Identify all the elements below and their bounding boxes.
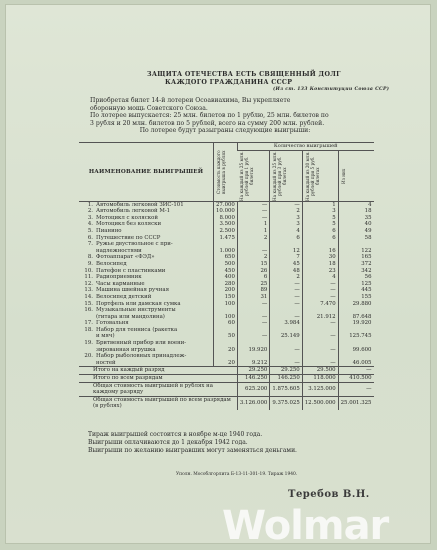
qty-total: 125 (338, 281, 373, 288)
prize-cost: 150 (214, 294, 238, 301)
prize-name: Автомобиль легковой ЗИС-101 (96, 201, 184, 208)
prize-number: 19. (84, 340, 93, 347)
intro-line-3: По лотерее выпускается: 25 млн. билетов по 1 рублю, 25 млн. билетов по (90, 112, 329, 120)
prize-name: и мяч) (96, 333, 115, 340)
prize-name: Набор рыболовных принадлеж- (96, 353, 187, 360)
prize-name: Путешествие по СССР (96, 234, 161, 241)
qty-cat2: — (270, 294, 302, 301)
qty-total: 35 (338, 215, 373, 222)
qty-total: 56 (338, 274, 373, 281)
qty-cat3: — (302, 347, 338, 354)
prize-cost (214, 307, 238, 314)
qty-cat2: 2 (270, 274, 302, 281)
prize-name: Часы карманные (96, 280, 145, 287)
qty-total: 46.005 (338, 360, 373, 367)
total-row (79, 367, 374, 375)
prize-cost: 60 (214, 320, 238, 327)
prize-cost (214, 353, 238, 360)
qty-cat2 (270, 340, 302, 347)
prize-number: 3. (87, 214, 93, 221)
qty-cat1: 2 (237, 254, 269, 261)
total-all: — (338, 367, 373, 375)
qty-cat1: — (237, 201, 269, 208)
heading-line-1: ЗАЩИТА ОТЕЧЕСТВА ЕСТЬ СВЯЩЕННЫЙ ДОЛГ (147, 71, 341, 78)
qty-cat2: 3 (270, 215, 302, 222)
prize-cost: 200 (214, 287, 238, 294)
prize-name-cell (79, 254, 214, 261)
qty-cat2 (270, 353, 302, 360)
cat3-header: На каждый из 20 млн. рублей при 5 руб. билетах (302, 150, 338, 201)
qty-cat2: 12 (270, 248, 302, 255)
table-row (79, 360, 374, 367)
prize-number: 16. (84, 307, 93, 314)
qty-total: 58 (338, 235, 373, 242)
prize-number: 14. (84, 293, 93, 300)
qty-total (338, 353, 373, 360)
prize-name: Музыкальные инструменты (96, 307, 176, 314)
qty-total: 122 (338, 248, 373, 255)
prize-name: Готовальня (96, 320, 129, 327)
prize-name: Мотоцикл с коляской (96, 214, 158, 221)
qty-cat2: — (270, 314, 302, 321)
total-cat1: 29.250 (237, 367, 269, 375)
prize-name-cell (79, 314, 214, 321)
prize-name: Автомобиль легковой М-1 (96, 208, 171, 215)
intro-line-2: оборонную мощь Советского Союза. (90, 104, 208, 112)
total-cat2: 146.250 (270, 375, 302, 383)
total-label: Общая стоимость выигрышей в рублях на каждому разряду (79, 382, 237, 396)
qty-cat2: 2 (270, 208, 302, 215)
qty-cat2: 7 (270, 254, 302, 261)
prize-number: 6. (87, 234, 93, 241)
total-all: — (338, 382, 373, 396)
table-row (79, 228, 374, 235)
prize-number: 13. (84, 287, 93, 294)
name-column-header: НАИМЕНОВАНИЕ ВЫИГРЫШЕЙ (79, 143, 214, 202)
table-row (79, 353, 374, 360)
prize-name: Велосипед (96, 260, 127, 267)
intro-paragraph (90, 97, 390, 135)
table-row (79, 294, 374, 301)
prize-number: 9. (87, 260, 93, 267)
qty-cat1: 6 (237, 274, 269, 281)
prize-name: Патефон с пластинками (96, 267, 166, 274)
prize-cost: 450 (214, 268, 238, 275)
prize-cost: 1.475 (214, 235, 238, 242)
prize-name: Ружье двуствольное с при- (96, 241, 173, 248)
prize-name-cell (79, 281, 214, 288)
prize-cost: 10.000 (214, 208, 238, 215)
table-row (79, 261, 374, 268)
total-cat2: 1.875.605 (270, 382, 302, 396)
prize-name-cell (79, 221, 214, 228)
prize-cost: 50 (214, 333, 238, 340)
prize-name-cell (79, 360, 214, 367)
prize-name: Велосипед детский (96, 293, 152, 300)
qty-cat1: 15 (237, 261, 269, 268)
qty-column-header: Количество выигрышей (237, 143, 373, 151)
total-cat1: 146.250 (237, 375, 269, 383)
cat2-header: На каждый из 25 млн. рублей при 3 руб. билетах (270, 150, 302, 201)
prize-number: 8. (87, 254, 93, 261)
footer-paragraph (88, 431, 297, 454)
prize-name: Набор для тенниса (ракетка (96, 326, 178, 333)
prize-name: Мотоцикл без коляски (96, 221, 162, 228)
prize-cost: 400 (214, 274, 238, 281)
prize-name: Радиоприемник (96, 274, 142, 281)
prize-number: 18. (84, 326, 93, 333)
table-row (79, 254, 374, 261)
prize-name: надлежностями (96, 247, 142, 254)
qty-total: 372 (338, 261, 373, 268)
qty-cat3 (302, 353, 338, 360)
prize-name: Машина швейная ручная (96, 287, 170, 294)
prize-name-cell (79, 248, 214, 255)
prize-number: 17. (84, 320, 93, 327)
qty-cat2: 3.984 (270, 320, 302, 327)
total-all: 25.001.325 (338, 396, 373, 410)
prize-cost: 3.500 (214, 221, 238, 228)
qty-cat3: — (302, 294, 338, 301)
prize-name-cell (79, 228, 214, 235)
heading-citation: (Из ст. 133 Конституции Союза ССР) (273, 87, 390, 92)
qty-cat3: 18 (302, 261, 338, 268)
footer-line-3: Выигрыши по желанию выигравших могут заменяться деньгами. (88, 446, 297, 454)
total-label: Общая стоимость выигрышей по всем разрядам (в рублях) (79, 396, 237, 410)
qty-cat1: 2 (237, 235, 269, 242)
qty-total: 165 (338, 254, 373, 261)
prize-name-cell (79, 274, 214, 281)
table-row (79, 301, 374, 308)
total-all: 410.500 (338, 375, 373, 383)
prize-name: Портфель или дамская сумка (96, 300, 181, 307)
footer-line-1: Тираж выигрышей состоится в ноябре м-це 1940 года. (88, 431, 263, 438)
qty-cat3: 30 (302, 254, 338, 261)
intro-line-4: 3 рубля и 20 млн. билетов по 5 рублей, всего на сумму 200 млн. рублей. (90, 119, 325, 127)
qty-cat2: 6 (270, 235, 302, 242)
prize-name-cell (79, 353, 214, 360)
qty-cat1 (237, 327, 269, 334)
qty-total (338, 327, 373, 334)
prize-number: 20. (84, 353, 93, 360)
qty-cat3: — (302, 320, 338, 327)
prize-number: 10. (84, 267, 93, 274)
total-cat1: 625.200 (237, 382, 269, 396)
prize-name-cell (79, 261, 214, 268)
qty-cat2 (270, 241, 302, 248)
prize-name-cell (79, 287, 214, 294)
watermark-text: Wolmar (222, 503, 389, 549)
qty-cat3: 3 (302, 208, 338, 215)
qty-cat2: — (270, 201, 302, 208)
qty-cat1: — (237, 320, 269, 327)
prize-name: Фотоаппарат «ФЭД» (96, 254, 155, 261)
prize-number: 5. (87, 227, 93, 234)
qty-cat1: 25 (237, 281, 269, 288)
prize-name-cell (79, 235, 214, 242)
qty-cat3: 23 (302, 268, 338, 275)
prize-cost (214, 241, 238, 248)
prize-number: 11. (84, 274, 93, 281)
qty-total: 49 (338, 228, 373, 235)
qty-cat1: — (237, 248, 269, 255)
intro-line-1: Приобретая билет 14-й лотереи Осоавиахима, Вы укрепляете (90, 97, 291, 104)
prize-cost (214, 327, 238, 334)
signature: Теребов В.Н. (288, 489, 370, 500)
qty-total (338, 307, 373, 314)
qty-cat2 (270, 307, 302, 314)
qty-total: 29.880 (338, 301, 373, 308)
table-row (79, 268, 374, 275)
total-cat3: 3.125.000 (302, 382, 338, 396)
prize-number: 12. (84, 280, 93, 287)
qty-cat3: 16 (302, 248, 338, 255)
prize-name-cell (79, 241, 214, 248)
qty-total (338, 340, 373, 347)
prize-cost: 280 (214, 281, 238, 288)
prize-number: 7. (87, 241, 93, 248)
qty-cat3: 6 (302, 235, 338, 242)
qty-total: 99.600 (338, 347, 373, 354)
prize-cost: 100 (214, 314, 238, 321)
prize-name: Бритвенный прибор или воени- (96, 340, 187, 347)
table-row (79, 307, 374, 314)
prize-cost: 20 (214, 347, 238, 354)
qty-cat1 (237, 340, 269, 347)
qty-cat2: 45 (270, 261, 302, 268)
qty-cat1: 1 (237, 228, 269, 235)
qty-cat1: — (237, 208, 269, 215)
prize-cost: 100 (214, 301, 238, 308)
total-cat2: 29.250 (270, 367, 302, 375)
qty-cat3: 21.912 (302, 314, 338, 321)
qty-cat1 (237, 241, 269, 248)
qty-cat1: 31 (237, 294, 269, 301)
table-row (79, 208, 374, 215)
cost-column-header: Стоимость каждого выигрыша в рублях (214, 143, 238, 202)
prize-name: ностей (96, 359, 116, 366)
prize-cost: 20 (214, 360, 238, 367)
qty-total: 19.920 (338, 320, 373, 327)
qty-total: 445 (338, 287, 373, 294)
qty-cat2: — (270, 287, 302, 294)
qty-cat3: 5 (302, 221, 338, 228)
total-label: Итого по всем разрядам (79, 375, 237, 383)
qty-cat3 (302, 340, 338, 347)
qty-total (338, 241, 373, 248)
total-label: Итого на каждый разряд (79, 367, 237, 375)
qty-total: 155 (338, 294, 373, 301)
table-row (79, 327, 374, 334)
qty-cat3 (302, 307, 338, 314)
qty-cat3: 1 (302, 201, 338, 208)
qty-total: 342 (338, 268, 373, 275)
total-cat3: 118.000 (302, 375, 338, 383)
qty-cat1: 26 (237, 268, 269, 275)
total-cat3: 29.500 (302, 367, 338, 375)
table-row (79, 320, 374, 327)
qty-cat2: 3 (270, 221, 302, 228)
qty-cat1: — (237, 333, 269, 340)
qty-cat2: — (270, 301, 302, 308)
qty-total: 40 (338, 221, 373, 228)
table-row (79, 241, 374, 248)
qty-cat1: 1 (237, 221, 269, 228)
qty-total: 87.648 (338, 314, 373, 321)
prize-name: (гитара или мандолина) (96, 313, 165, 320)
prize-name-cell (79, 340, 214, 347)
prizes-table (79, 142, 374, 410)
prize-number: 15. (84, 300, 93, 307)
qty-cat2: — (270, 360, 302, 367)
qty-cat3: 4 (302, 274, 338, 281)
prize-name-cell (79, 301, 214, 308)
prize-name-cell (79, 294, 214, 301)
total-row (79, 382, 374, 396)
table-row (79, 248, 374, 255)
qty-cat3 (302, 327, 338, 334)
qty-total: 18 (338, 208, 373, 215)
prize-cost: 1.000 (214, 248, 238, 255)
footer-line-2: Выигрыши оплачиваются до 1 декабря 1942 года. (88, 438, 248, 446)
qty-cat3: — (302, 281, 338, 288)
prize-name-cell (79, 268, 214, 275)
qty-cat2: 48 (270, 268, 302, 275)
prize-cost: 8.000 (214, 215, 238, 222)
qty-cat1: 89 (237, 287, 269, 294)
qty-cat1 (237, 353, 269, 360)
qty-total: 125.745 (338, 333, 373, 340)
prize-number: 1. (87, 201, 93, 208)
total-cat2: 9.375.025 (270, 396, 302, 410)
prize-number: 4. (87, 221, 93, 228)
table-row (79, 340, 374, 347)
table-row (79, 281, 374, 288)
qty-cat2: 4 (270, 228, 302, 235)
qty-cat1: 19.920 (237, 347, 269, 354)
qty-cat2: — (270, 281, 302, 288)
prize-cost (214, 340, 238, 347)
qty-cat3: 5 (302, 215, 338, 222)
intro-line-5: По лотерее будут разыграны следующие выигрыши: (139, 127, 311, 135)
prize-cost: 27.000 (214, 201, 238, 208)
qty-total: 4 (338, 201, 373, 208)
qty-cat2: 25.149 (270, 333, 302, 340)
table-row (79, 314, 374, 321)
qty-cat3: 6 (302, 228, 338, 235)
qty-cat3: 7.470 (302, 301, 338, 308)
prize-cost: 2.500 (214, 228, 238, 235)
total-row (79, 375, 374, 383)
qty-cat2 (270, 327, 302, 334)
prize-name: зированная игрушка (96, 346, 156, 353)
table-row (79, 287, 374, 294)
total-cat3: 12.500.000 (302, 396, 338, 410)
qty-cat3: — (302, 287, 338, 294)
prize-name-cell (79, 307, 214, 314)
table-row (79, 235, 374, 242)
qty-cat1: — (237, 301, 269, 308)
qty-cat1 (237, 307, 269, 314)
cat4-header: Из них (338, 150, 373, 201)
table-row (79, 221, 374, 228)
table-row (79, 274, 374, 281)
qty-cat2: — (270, 347, 302, 354)
total-cat1: 3.126.000 (237, 396, 269, 410)
total-row (79, 396, 374, 410)
qty-cat1: — (237, 215, 269, 222)
heading-line-2: КАЖДОГО ГРАЖДАНИНА СССР (165, 79, 293, 86)
cat1-header: На каждый из 25 млн. рублей при 1 руб. билетах (237, 150, 269, 201)
prize-name-cell (79, 320, 214, 327)
qty-cat3: — (302, 333, 338, 340)
prize-name-cell (79, 208, 214, 215)
prize-number: 2. (87, 208, 93, 215)
prize-name: Пианино (96, 227, 122, 234)
qty-cat1: — (237, 314, 269, 321)
prize-cost: 500 (214, 261, 238, 268)
lottery-ticket-back (5, 4, 431, 549)
prize-cost: 650 (214, 254, 238, 261)
print-note: Уполн. Мособлгорлита Б-13-11-301-19. Тираж 1940. (176, 472, 298, 477)
prizes-table-body (79, 201, 374, 410)
qty-cat1: 9.212 (237, 360, 269, 367)
qty-cat3 (302, 241, 338, 248)
qty-cat3: — (302, 360, 338, 367)
